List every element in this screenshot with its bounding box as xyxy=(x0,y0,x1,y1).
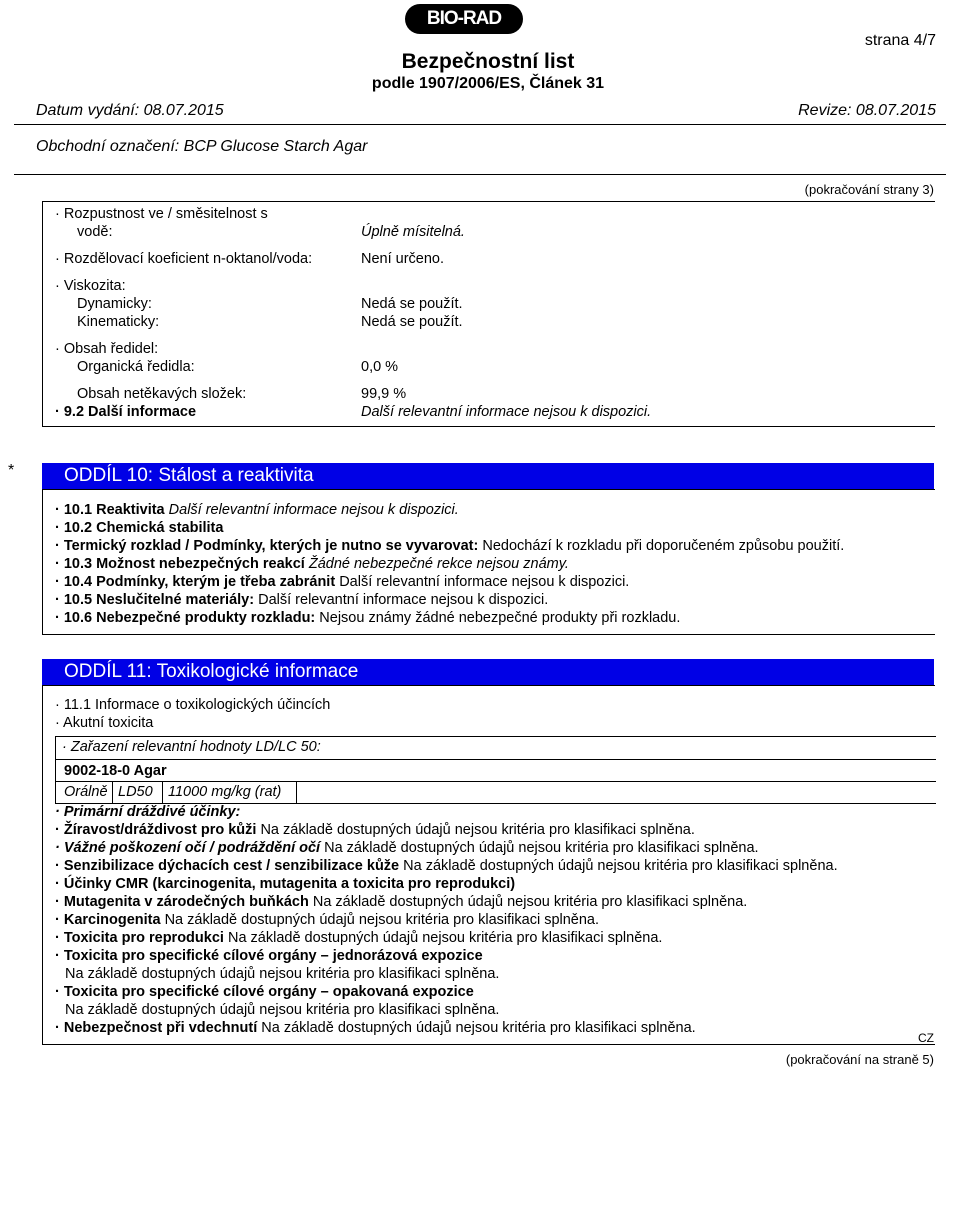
thermal-decomposition-label: · Termický rozklad / Podmínky, kterých je nutno se vyvarovat: xyxy=(55,538,479,554)
eye-damage-value: Na základě dostupných údajů nejsou kritéria pro klasifikaci splněna. xyxy=(324,840,759,856)
solubility-label-1: · Rozpustnost ve / směsitelnost s xyxy=(55,206,268,222)
thermal-decomposition-row xyxy=(55,538,844,554)
decomposition-products-row xyxy=(55,610,680,626)
cmr-effects-label: · Účinky CMR (karcinogenita, mutagenita a toxicita pro reprodukci) xyxy=(55,876,516,892)
mutagenicity-row xyxy=(55,894,747,910)
carcinogenicity-row xyxy=(55,912,599,928)
toxicological-effects-label: · 11.1 Informace o toxikologických účincích xyxy=(55,697,331,713)
stot-repeated-label: · Toxicita pro specifické cílové orgány – opakovaná expozice xyxy=(55,984,474,1000)
chemical-stability-label: · 10.2 Chemická stabilita xyxy=(55,520,224,536)
partition-label: · Rozdělovací koeficient n-oktanol/voda: xyxy=(55,251,313,267)
continuation-top: (pokračování strany 3) xyxy=(804,182,934,197)
aspiration-hazard-row xyxy=(55,1020,696,1036)
reproductive-toxicity-row xyxy=(55,930,662,946)
document-subtitle: podle 1907/2006/ES, Článek 31 xyxy=(371,75,605,92)
eye-damage-row xyxy=(55,840,759,856)
skin-corrosion-value: Na základě dostupných údajů nejsou kritéria pro klasifikaci splněna. xyxy=(260,822,695,838)
hazardous-reactions-row xyxy=(55,556,569,572)
incompatible-materials-value: Další relevantní informace nejsou k dispozici. xyxy=(258,592,549,608)
kinematic-value: Nedá se použít. xyxy=(361,314,463,330)
skin-corrosion-row xyxy=(55,822,695,838)
kinematic-label: Kinematicky: xyxy=(77,314,160,330)
partition-value: Není určeno. xyxy=(361,251,445,267)
toxicity-value: 11000 mg/kg (rat) xyxy=(168,784,282,800)
trade-divider xyxy=(14,174,946,175)
trade-name: Obchodní označení: BCP Glucose Starch Agar xyxy=(36,138,368,155)
mutagenicity-value: Na základě dostupných údajů nejsou kritéria pro klasifikaci splněna. xyxy=(312,894,748,910)
nonvolatile-value: 99,9 % xyxy=(361,386,407,402)
toxicity-type: LD50 xyxy=(118,784,153,800)
aspiration-hazard-value: Na základě dostupných údajů nejsou kritéria pro klasifikaci splněna. xyxy=(261,1020,696,1036)
solubility-value: Úplně mísitelná. xyxy=(361,224,465,240)
section11-box xyxy=(42,685,935,1045)
skin-corrosion-label: · Žíravost/dráždivost pro kůži xyxy=(55,822,257,838)
conditions-to-avoid-label: · 10.4 Podmínky, kterým je třeba zabránit xyxy=(55,574,336,590)
issue-date: Datum vydání: 08.07.2015 xyxy=(36,102,224,119)
continuation-bottom: (pokračování na straně 5) xyxy=(785,1052,934,1067)
incompatible-materials-label: · 10.5 Neslučitelné materiály: xyxy=(55,592,255,608)
section9-box xyxy=(42,201,935,427)
solubility-label-2: vodě: xyxy=(77,224,113,240)
decomposition-products-label: · 10.6 Nebezpečné produkty rozkladu: xyxy=(55,610,316,626)
section11-header: ODDÍL 11: Toxikologické informace xyxy=(42,659,934,685)
page-number: strana 4/7 xyxy=(864,32,936,49)
sensitisation-label: · Senzibilizace dýchacích cest / senzibilizace kůže xyxy=(55,858,400,874)
carcinogenicity-value: Na základě dostupných údajů nejsou kritéria pro klasifikaci splněna. xyxy=(164,912,600,928)
reactivity-value: Další relevantní informace nejsou k dispozici. xyxy=(168,502,459,518)
other-info-label: · 9.2 Další informace xyxy=(55,404,197,420)
incompatible-materials-row xyxy=(55,592,548,608)
primary-irritant-label: · Primární dráždivé účinky: xyxy=(55,804,241,820)
revision-date: Revize: 08.07.2015 xyxy=(798,102,936,119)
organic-solvents-value: 0,0 % xyxy=(361,359,399,375)
sensitisation-row xyxy=(55,858,838,874)
stot-single-value: Na základě dostupných údajů nejsou kritéria pro klasifikaci splněna. xyxy=(65,966,500,982)
conditions-to-avoid-value: Další relevantní informace nejsou k dispozici. xyxy=(339,574,630,590)
exposure-route: Orálně xyxy=(64,784,108,800)
reproductive-toxicity-label: · Toxicita pro reprodukci xyxy=(55,930,224,946)
hazardous-reactions-label: · 10.3 Možnost nebezpečných reakcí xyxy=(55,556,305,572)
mutagenicity-label: · Mutagenita v zárodečných buňkách xyxy=(55,894,309,910)
ld-lc50-table-divider xyxy=(56,781,936,782)
ld-lc50-box xyxy=(55,736,936,804)
revision-marker: * xyxy=(8,462,15,479)
acute-toxicity-label: · Akutní toxicita xyxy=(55,715,154,731)
reproductive-toxicity-value: Na základě dostupných údajů nejsou kritéria pro klasifikaci splněna. xyxy=(227,930,663,946)
substance-name: 9002-18-0 Agar xyxy=(64,763,167,779)
sensitisation-value: Na základě dostupných údajů nejsou kritéria pro klasifikaci splněna. xyxy=(403,858,838,874)
reactivity-row xyxy=(55,502,459,518)
language-code: CZ xyxy=(918,1031,934,1045)
ld-lc50-divider xyxy=(56,759,936,760)
bio-rad-logo xyxy=(405,4,523,34)
hazardous-reactions-value: Žádné nebezpečné rekce nejsou známy. xyxy=(308,556,569,572)
header-divider xyxy=(14,124,946,125)
reactivity-label: · 10.1 Reaktivita xyxy=(55,502,165,518)
solvent-content-label: · Obsah ředidel: xyxy=(55,341,159,357)
aspiration-hazard-label: · Nebezpečnost při vdechnutí xyxy=(55,1020,258,1036)
conditions-to-avoid-row xyxy=(55,574,629,590)
logo-text: BIO-RAD xyxy=(426,8,502,29)
organic-solvents-label: Organická ředidla: xyxy=(77,359,195,375)
stot-repeated-value: Na základě dostupných údajů nejsou kritéria pro klasifikaci splněna. xyxy=(65,1002,500,1018)
document-title: Bezpečnostní list xyxy=(401,50,575,73)
carcinogenicity-label: · Karcinogenita xyxy=(55,912,161,928)
section10-header: ODDÍL 10: Stálost a reaktivita xyxy=(42,463,934,489)
dynamic-value: Nedá se použít. xyxy=(361,296,463,312)
dynamic-label: Dynamicky: xyxy=(77,296,152,312)
ld-lc50-header: · Zařazení relevantní hodnoty LD/LC 50: xyxy=(62,739,321,755)
other-info-value: Další relevantní informace nejsou k dispozici. xyxy=(361,404,652,420)
section10-box xyxy=(42,489,935,635)
decomposition-products-value: Nejsou známy žádné nebezpečné produkty při rozkladu. xyxy=(319,610,681,626)
nonvolatile-label: Obsah netěkavých složek: xyxy=(77,386,247,402)
thermal-decomposition-value: Nedochází k rozkladu při doporučeném způsobu použití. xyxy=(482,538,845,554)
eye-damage-label: · Vážné poškození očí / podráždění očí xyxy=(55,840,321,856)
viscosity-label: · Viskozita: xyxy=(55,278,126,294)
stot-single-label: · Toxicita pro specifické cílové orgány – jednorázová expozice xyxy=(55,948,483,964)
